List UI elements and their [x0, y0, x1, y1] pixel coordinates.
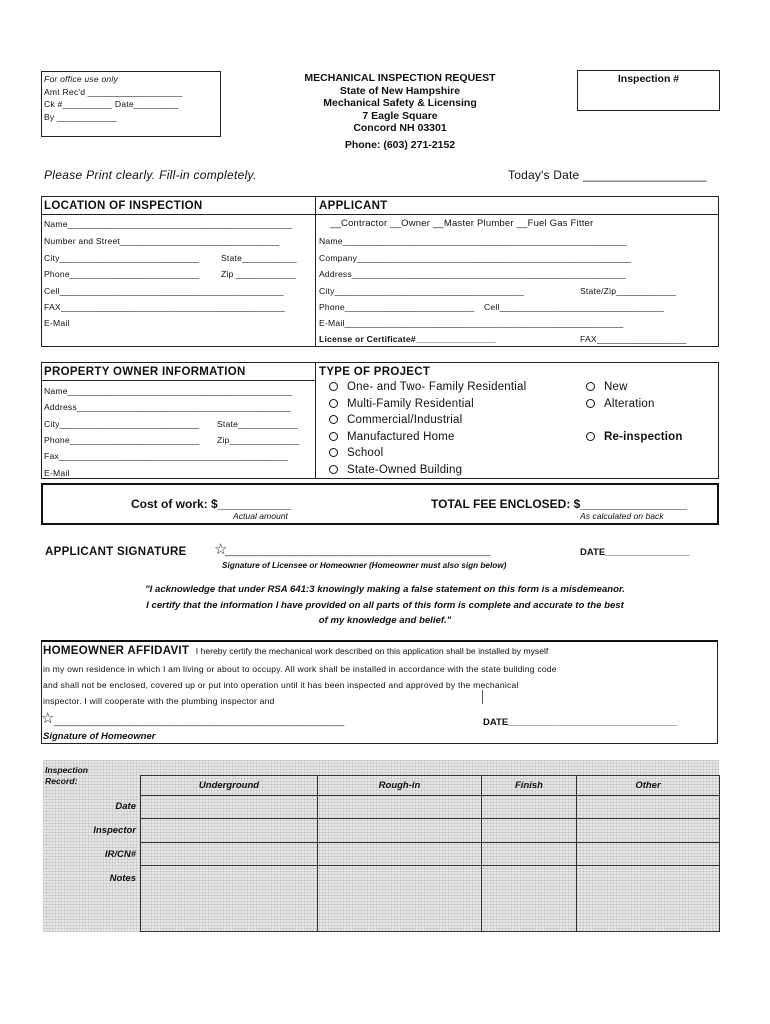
- owner-address-field[interactable]: Address___________________________________________: [44, 402, 292, 412]
- owner-heading: PROPERTY OWNER INFORMATION: [44, 366, 246, 378]
- radio-circle-icon: [329, 448, 338, 457]
- project-option-new[interactable]: [586, 381, 628, 393]
- acknowledgement-line: of my knowledge and belief.": [318, 615, 452, 626]
- column-divider: [315, 196, 316, 347]
- column-header-finish: Finish: [482, 776, 577, 796]
- project-option-alteration[interactable]: [586, 398, 655, 410]
- applicant-role-options[interactable]: __Contractor __Owner __Master Plumber __Fuel Gas Fitter: [330, 218, 594, 229]
- radio-circle-icon: [329, 432, 338, 441]
- license-field[interactable]: License or Certificate#________________: [319, 334, 496, 344]
- owner-city-field[interactable]: City____________________________: [44, 419, 200, 429]
- location-zip-field[interactable]: Zip ____________: [221, 269, 296, 279]
- location-state-field[interactable]: State___________: [221, 253, 297, 263]
- table-cell[interactable]: [141, 796, 318, 819]
- header-rule: [41, 380, 315, 381]
- owner-zip-field[interactable]: Zip______________: [217, 435, 300, 445]
- table-cell[interactable]: [577, 819, 720, 843]
- affidavit-text: in my own residence in which I am living or about to occupy. All work shall be installed in accordance with the state building code: [43, 664, 557, 674]
- table-cell[interactable]: [482, 796, 577, 819]
- project-option-label: Manufactured Home: [347, 431, 455, 443]
- row-label-notes: Notes: [109, 873, 136, 884]
- inspection-record-label: [45, 765, 88, 787]
- homeowner-date-field[interactable]: DATE________________________________: [483, 717, 678, 728]
- cost-note: Actual amount: [233, 511, 288, 521]
- table-cell[interactable]: [482, 819, 577, 843]
- affidavit-text: inspector. I will cooperate with the plumbing inspector and: [43, 696, 275, 706]
- homeowner-signature-label: Signature of Homeowner: [43, 731, 156, 742]
- radio-circle-icon: [586, 399, 595, 408]
- project-option-label: State-Owned Building: [347, 464, 463, 476]
- affidavit-heading-line: [43, 645, 548, 657]
- signature-note: Signature of Licensee or Homeowner (Homeowner must also sign below): [222, 561, 507, 570]
- project-option-label: Commercial/Industrial: [347, 414, 463, 426]
- row-label-inspector: Inspector: [93, 825, 136, 836]
- applicant-heading: APPLICANT: [319, 200, 388, 212]
- project-option-commercial[interactable]: [329, 414, 462, 426]
- table-cell[interactable]: [577, 796, 720, 819]
- location-heading: LOCATION OF INSPECTION: [44, 200, 203, 212]
- table-cell[interactable]: [318, 819, 482, 843]
- table-cell[interactable]: [141, 866, 318, 932]
- project-option-one-two-family[interactable]: [329, 381, 526, 393]
- text-cursor: [482, 690, 483, 704]
- project-option-label: School: [347, 447, 384, 459]
- department: Mechanical Safety & Licensing: [323, 97, 477, 109]
- signature-date-field[interactable]: DATE________________: [580, 547, 690, 558]
- table-cell[interactable]: [482, 843, 577, 866]
- acknowledgement: [60, 582, 710, 629]
- location-name-field[interactable]: Name_____________________________________________: [44, 219, 292, 229]
- record-label-line: Inspection: [45, 765, 88, 775]
- project-option-multi-family[interactable]: [329, 398, 474, 410]
- owner-state-field[interactable]: State____________: [217, 419, 298, 429]
- table-cell[interactable]: [318, 866, 482, 932]
- applicant-email-field[interactable]: E-Mail________________________________________________________: [319, 318, 624, 328]
- applicant-signature-label: APPLICANT SIGNATURE: [45, 546, 187, 558]
- homeowner-signature-line[interactable]: __________________________________________________________: [54, 716, 345, 726]
- location-cell-field[interactable]: Cell_____________________________________________: [44, 286, 284, 296]
- owner-phone-field[interactable]: Phone__________________________: [44, 435, 200, 445]
- project-option-label: Re-inspection: [604, 431, 683, 443]
- acknowledgement-line: "I acknowledge that under RSA 641:3 knowingly making a false statement on this form is a misdemeanor.: [145, 584, 625, 595]
- phone-number: Phone: (603) 271-2152: [344, 138, 456, 151]
- star-icon: ☆: [214, 541, 228, 558]
- table-cell[interactable]: [318, 843, 482, 866]
- street-address: 7 Eagle Square: [362, 109, 438, 122]
- owner-email-field[interactable]: E-Mail: [44, 468, 70, 478]
- project-option-label: One- and Two- Family Residential: [347, 381, 527, 393]
- row-label-ir-cn: IR/CN#: [104, 849, 136, 860]
- affidavit-text: I hereby certify the mechanical work described on this application shall be installed by myself: [195, 646, 549, 656]
- office-use-label: For office use only: [44, 74, 119, 84]
- table-cell[interactable]: [141, 843, 318, 866]
- inspection-number-label: Inspection #: [617, 73, 680, 85]
- row-label-date: Date: [115, 801, 136, 812]
- total-fee-field[interactable]: TOTAL FEE ENCLOSED: $________________: [431, 497, 688, 511]
- project-option-state-owned[interactable]: [329, 464, 462, 476]
- applicant-phone-field[interactable]: Phone__________________________: [319, 302, 475, 312]
- radio-circle-icon: [586, 432, 595, 441]
- radio-circle-icon: [329, 382, 338, 391]
- instructions: Please Print clearly. Fill-in completely.: [44, 168, 257, 182]
- column-header-rough-in: Rough-in: [318, 776, 482, 796]
- affidavit-text: and shall not be enclosed, covered up or put into operation until it has been inspected and approved by the mechanical: [43, 680, 519, 690]
- acknowledgement-line: I certify that the information I have provided on all parts of this form is complete and accurate to the best: [146, 599, 624, 611]
- radio-circle-icon: [586, 382, 595, 391]
- column-header-underground: Underground: [141, 776, 318, 796]
- form-title: MECHANICAL INSPECTION REQUEST: [304, 72, 496, 84]
- location-fax-field[interactable]: FAX_____________________________________________: [44, 302, 285, 312]
- owner-fax-field[interactable]: Fax______________________________________________: [44, 451, 288, 461]
- state-name: State of New Hampshire: [339, 84, 461, 97]
- applicant-city-field[interactable]: City______________________________________: [319, 286, 524, 296]
- location-email-field[interactable]: E-Mail: [44, 318, 70, 328]
- project-option-label: Multi-Family Residential: [347, 398, 474, 410]
- cost-of-work-field[interactable]: Cost of work: $___________: [131, 497, 292, 511]
- header-rule: [41, 214, 315, 215]
- applicant-signature-line[interactable]: _____________________________________________________: [225, 546, 491, 556]
- applicant-address-field[interactable]: Address_______________________________________________________: [319, 269, 626, 279]
- location-street-field[interactable]: Number and Street________________________________: [44, 236, 280, 246]
- total-fee-note: As calculated on back: [580, 511, 664, 521]
- table-cell[interactable]: [482, 866, 577, 932]
- table-cell[interactable]: [577, 843, 720, 866]
- table-cell[interactable]: [318, 796, 482, 819]
- applicant-fax-field[interactable]: FAX__________________: [580, 334, 687, 344]
- applicant-company-field[interactable]: Company_______________________________________________________: [319, 253, 632, 263]
- location-phone-field[interactable]: Phone__________________________: [44, 269, 200, 279]
- project-option-label: Alteration: [604, 398, 655, 410]
- radio-circle-icon: [329, 399, 338, 408]
- project-option-manufactured-home[interactable]: [329, 431, 455, 443]
- applicant-statezip-field[interactable]: State/Zip____________: [580, 286, 676, 296]
- city-address: Concord NH 03301: [353, 122, 447, 134]
- table-cell[interactable]: [577, 866, 720, 932]
- radio-circle-icon: [329, 415, 338, 424]
- record-label-line: Record:: [45, 776, 78, 786]
- column-header-other: Other: [577, 776, 720, 796]
- location-city-field[interactable]: City____________________________: [44, 253, 200, 263]
- header-rule: [315, 214, 719, 215]
- column-divider: [315, 362, 316, 479]
- affidavit-heading: HOMEOWNER AFFIDAVIT: [43, 645, 190, 657]
- table-cell[interactable]: [141, 819, 318, 843]
- project-option-reinspection[interactable]: [586, 431, 683, 443]
- owner-name-field[interactable]: Name_____________________________________________: [44, 386, 292, 396]
- amt-received-field[interactable]: Amt Rec'd ___________________: [44, 87, 183, 97]
- project-heading: TYPE OF PROJECT: [319, 366, 431, 378]
- radio-circle-icon: [329, 465, 338, 474]
- todays-date-field[interactable]: Today's Date __________________: [508, 168, 707, 182]
- project-option-label: New: [604, 381, 628, 393]
- by-field[interactable]: By ____________: [44, 112, 117, 122]
- applicant-cell-field[interactable]: Cell_________________________________: [484, 302, 664, 312]
- project-option-school[interactable]: [329, 447, 383, 459]
- applicant-name-field[interactable]: Name_________________________________________________________: [319, 236, 627, 246]
- check-date-field[interactable]: Ck #__________ Date_________: [44, 99, 179, 109]
- form-header: [260, 72, 540, 151]
- inspection-record-table: [140, 775, 720, 932]
- star-icon: ☆: [41, 710, 55, 727]
